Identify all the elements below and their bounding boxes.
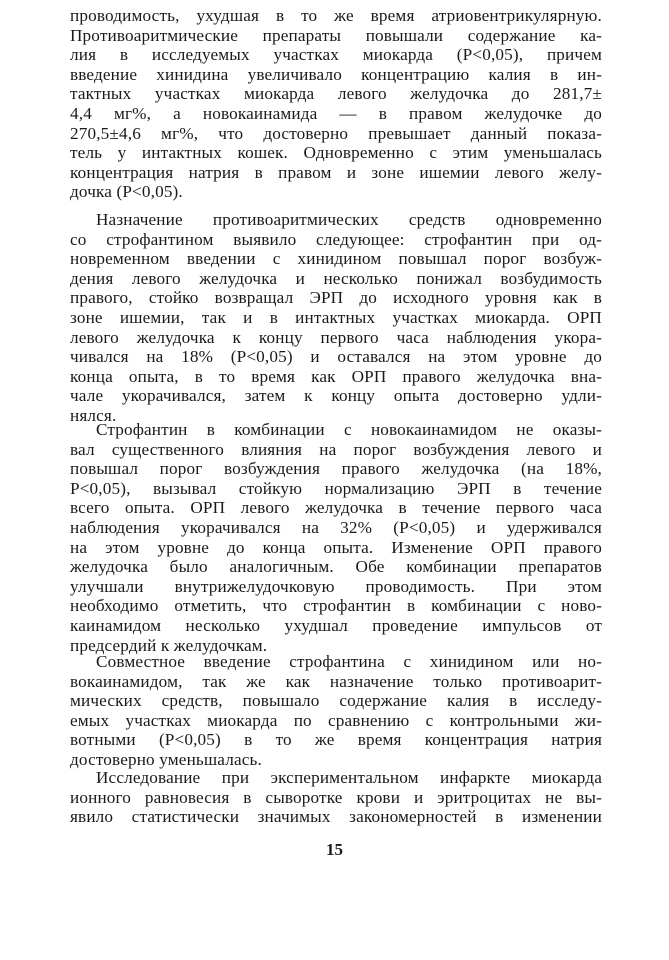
text-line: явило статистически значимых закономерностей в изменении [70, 807, 602, 827]
text-line: Противоаритмические препараты повышали содержание ка- [70, 25, 602, 45]
text-line: вокаинамидом, так же как назначение только противоарит- [70, 671, 602, 691]
text-line: повышал порог возбуждения правого желудочка (на 18%, [70, 459, 602, 479]
text-line: Совместное введение строфантина с хинидином или но- [96, 652, 602, 671]
text-line: зоне ишемии, так и в интактных участках миокарда. ОРП [70, 307, 602, 327]
text-line: предсердий к желудочкам. [70, 635, 268, 655]
text-line: лия в исследуемых участках миокарда (P<0,05), причем [70, 45, 602, 65]
text-line: P<0,05), вызывал стойкую нормализацию ЭРП в течение [70, 478, 602, 498]
text-line: со строфантином выявило следующее: строфантин при од- [70, 229, 602, 249]
text-line: Назначение противоаритмических средств одновременно [96, 210, 602, 229]
text-line: наблюдения укорачивался на 32% (P<0,05) и удерживался [70, 517, 602, 537]
text-line: желудочка было аналогичным. Обе комбинации препаратов [70, 557, 602, 577]
text-line: чале укорачивался, затем к концу опыта достоверно удли- [70, 386, 602, 406]
text-line: всего опыта. ОРП левого желудочка в течение первого часа [70, 498, 602, 518]
text-line: ионного равновесия в сыворотке крови и эритроцитах не вы- [70, 787, 602, 807]
text-line: мических средств, повышало содержание калия в исследу- [70, 691, 602, 711]
text-line: проводимость, ухудшая в то же время атриовентрикулярную. [70, 6, 602, 25]
text-line: на этом уровне до конца опыта. Изменение ОРП правого [70, 537, 602, 557]
text-line: введение хинидина увеличивало концентрацию калия в ин- [70, 64, 602, 84]
paragraph-2 [70, 210, 602, 426]
text-line: концентрация натрия в правом и зоне ишемии левого желу- [70, 162, 602, 182]
text-line: новременном введении с хинидином повышал порог возбуж- [70, 249, 602, 269]
text-line: дочка (P<0,05). [70, 182, 183, 202]
text-line: 270,5±4,6 мг%, что достоверно превышает данный показа- [70, 123, 602, 143]
paragraph-1 [70, 6, 602, 202]
text-line: вал существенного влияния на порог возбуждения левого и [70, 439, 602, 459]
text-line: каинамидом несколько ухудшал проведение импульсов от [70, 615, 602, 635]
text-line: тель у интактных кошек. Одновременно с этим уменьшалась [70, 143, 602, 163]
text-line: чивался на 18% (P<0,05) и оставался на этом уровне до [70, 347, 602, 367]
paragraph-3 [70, 420, 602, 655]
text-line: конца опыта, в то время как ОРП правого желудочка вна- [70, 366, 602, 386]
text-line: улучшали внутрижелудочковую проводимость. При этом [70, 576, 602, 596]
text-line: Исследование при экспериментальном инфаркте миокарда [96, 768, 602, 787]
text-line: тактных участках миокарда левого желудочка до 281,7± [70, 84, 602, 104]
text-line: правого, стойко возвращал ЭРП до исходного уровня как в [70, 288, 602, 308]
page-number: 15 [326, 840, 343, 859]
text-line: левого желудочка к концу первого часа наблюдения укора- [70, 327, 602, 347]
paragraph-4 [70, 652, 602, 770]
text-line: необходимо отметить, что строфантин в комбинации с ново- [70, 596, 602, 616]
paragraph-5 [70, 768, 602, 827]
text-line: вотными (P<0,05) в то же время концентрация натрия [70, 730, 602, 750]
text-line: емых участках миокарда по сравнению с контрольными жи- [70, 710, 602, 730]
text-line: нялся. [70, 405, 117, 425]
text-line: 4,4 мг%, а новокаинамида — в правом желудочке до [70, 103, 602, 123]
text-line: достоверно уменьшалась. [70, 749, 262, 769]
text-line: Строфантин в комбинации с новокаинамидом не оказы- [96, 420, 602, 439]
text-line: дения левого желудочка и несколько понижал возбудимость [70, 268, 602, 288]
